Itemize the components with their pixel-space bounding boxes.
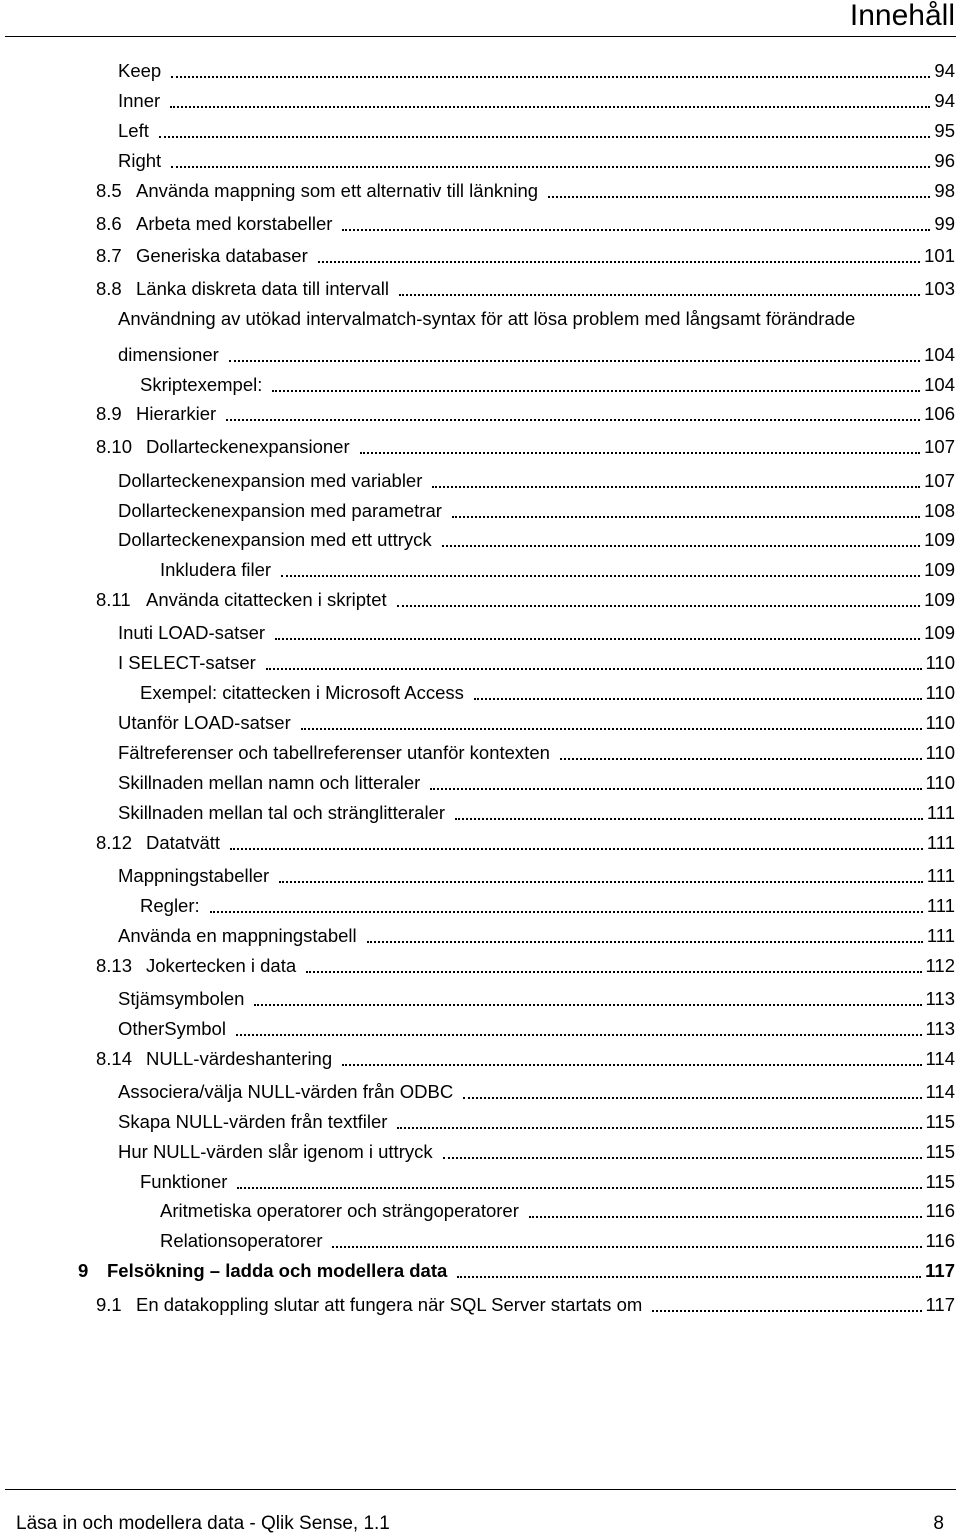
dot-leader xyxy=(360,452,921,454)
dot-leader xyxy=(272,390,920,392)
toc-entry[interactable] xyxy=(96,274,955,300)
dot-leader xyxy=(399,294,920,296)
dot-leader xyxy=(306,971,921,973)
toc-entry-title: En datakoppling slutar att fungera när SQL Server startats om xyxy=(136,1294,643,1315)
toc-entry-number: 8.8 xyxy=(96,278,122,299)
toc-entry[interactable] xyxy=(118,116,955,142)
toc-entry-page: 115 xyxy=(925,1111,955,1132)
toc-entry-page: 111 xyxy=(926,925,955,946)
toc-entry-title: Skriptexempel: xyxy=(140,374,263,395)
toc-entry[interactable] xyxy=(118,525,955,551)
toc-entry-title: Associera/välja NULL-värden från ODBC xyxy=(118,1081,454,1102)
dot-leader xyxy=(560,758,922,760)
toc-entry[interactable] xyxy=(118,1077,955,1103)
toc-entry-title: Aritmetiska operatorer och strängoperatorer xyxy=(160,1200,519,1221)
toc-entry-page: 109 xyxy=(924,589,955,610)
toc-entry-title: Hierarkier xyxy=(136,403,217,424)
toc-entry-page: 114 xyxy=(925,1048,955,1069)
toc-entry-page: 94 xyxy=(934,60,955,81)
toc-entry-page: 106 xyxy=(924,403,955,424)
toc-entry[interactable] xyxy=(118,768,955,794)
dot-leader xyxy=(397,1127,921,1129)
toc-entry-page: 109 xyxy=(924,559,955,580)
dot-leader xyxy=(455,818,923,820)
dot-leader xyxy=(430,788,921,790)
toc-entry-title: dimensioner xyxy=(118,344,219,365)
toc-entry-title: Hur NULL-värden slår igenom i uttryck xyxy=(118,1141,433,1162)
toc-entry[interactable] xyxy=(118,1107,955,1133)
dot-leader xyxy=(159,136,931,138)
header-divider xyxy=(5,36,956,37)
toc-entry[interactable] xyxy=(118,86,955,112)
toc-entry-title: Inuti LOAD-satser xyxy=(118,622,266,643)
dot-leader xyxy=(463,1097,921,1099)
toc-entry-number: 8.5 xyxy=(96,180,122,201)
toc-entry-title: Dollarteckenexpansion med parametrar xyxy=(118,500,442,521)
toc-entry-title: Relationsoperatorer xyxy=(160,1230,323,1251)
toc-entry-page: 111 xyxy=(926,895,955,916)
toc-entry-page: 109 xyxy=(924,529,955,550)
toc-entry[interactable] xyxy=(140,370,955,396)
dot-leader xyxy=(443,1157,922,1159)
dot-leader xyxy=(457,1276,921,1278)
toc-entry-title: Utanför LOAD-satser xyxy=(118,712,291,733)
dot-leader xyxy=(230,848,923,850)
dot-leader xyxy=(171,76,930,78)
toc-entry[interactable] xyxy=(96,828,955,854)
toc-entry-title: Felsökning – ladda och modellera data xyxy=(107,1260,448,1281)
toc-entry-page: 94 xyxy=(934,90,955,111)
toc-entry-number: 8.10 xyxy=(96,436,133,457)
toc-entry-title: Arbeta med korstabeller xyxy=(136,213,333,234)
dot-leader xyxy=(332,1246,921,1248)
dot-leader xyxy=(548,196,930,198)
dot-leader xyxy=(318,261,920,263)
toc-entry-page: 99 xyxy=(934,213,955,234)
toc-entry-page: 101 xyxy=(924,245,955,266)
toc-entry-number: 8.6 xyxy=(96,213,122,234)
toc-entry[interactable] xyxy=(96,1044,955,1070)
toc-entry-page: 115 xyxy=(925,1171,955,1192)
toc-entry-page: 108 xyxy=(924,500,955,521)
toc-entry-title: Regler: xyxy=(140,895,200,916)
toc-entry-title: Länka diskreta data till intervall xyxy=(136,278,389,299)
toc-entry[interactable] xyxy=(118,56,955,82)
dot-leader xyxy=(266,668,922,670)
toc-entry-number: 9.1 xyxy=(96,1294,122,1315)
toc-entry[interactable] xyxy=(118,921,955,947)
dot-leader xyxy=(452,516,920,518)
toc-entry-page: 107 xyxy=(924,436,955,457)
toc-entry-page: 116 xyxy=(925,1200,955,1221)
toc-entry-page: 110 xyxy=(925,652,955,673)
toc-entry-page: 117 xyxy=(925,1260,955,1281)
toc-entry-continuation: Användning av utökad intervalmatch-syntax för att lösa problem med långsamt förändrade xyxy=(118,308,856,329)
dot-leader xyxy=(652,1310,921,1312)
dot-leader xyxy=(432,486,920,488)
dot-leader xyxy=(254,1004,921,1006)
toc-entry-title: Jokertecken i data xyxy=(146,955,297,976)
toc-entry-page: 110 xyxy=(925,772,955,793)
toc-entry[interactable] xyxy=(96,951,955,977)
dot-leader xyxy=(281,575,920,577)
toc-entry-title: Funktioner xyxy=(140,1171,228,1192)
toc-entry-title: Exempel: citattecken i Microsoft Access xyxy=(140,682,464,703)
toc-entry-page: 111 xyxy=(926,832,955,853)
toc-entry[interactable] xyxy=(140,1167,955,1193)
toc-entry-title: Skapa NULL-värden från textfiler xyxy=(118,1111,388,1132)
toc-entry-page: 113 xyxy=(925,1018,955,1039)
dot-leader xyxy=(226,419,920,421)
toc-entry-number: 8.9 xyxy=(96,403,122,424)
footer-page-number: 8 xyxy=(933,1513,944,1534)
toc-entry-title: Dollarteckenexpansion med variabler xyxy=(118,470,423,491)
dot-leader xyxy=(474,698,922,700)
toc-entry[interactable] xyxy=(118,340,955,366)
dot-leader xyxy=(529,1216,922,1218)
footer-divider xyxy=(5,1489,956,1490)
toc-entry-number: 8.13 xyxy=(96,955,133,976)
toc-entry-page: 110 xyxy=(925,682,955,703)
dot-leader xyxy=(210,911,923,913)
toc-entry[interactable] xyxy=(96,585,955,611)
toc-entry-page: 104 xyxy=(924,374,955,395)
toc-entry[interactable] xyxy=(118,496,955,522)
toc-entry-title: Skillnaden mellan tal och stränglitteraler xyxy=(118,802,446,823)
dot-leader xyxy=(279,881,923,883)
toc-entry-title: Använda citattecken i skriptet xyxy=(146,589,387,610)
toc-entry-title: OtherSymbol xyxy=(118,1018,226,1039)
toc-entry-title: Mappningstabeller xyxy=(118,865,270,886)
toc-entry-page: 96 xyxy=(934,150,955,171)
toc-entry[interactable] xyxy=(96,399,955,425)
toc-entry-page: 117 xyxy=(925,1294,955,1315)
dot-leader xyxy=(229,360,920,362)
toc-entry-page: 95 xyxy=(934,120,955,141)
toc-entry[interactable] xyxy=(96,176,955,202)
toc-entry[interactable] xyxy=(118,861,955,887)
dot-leader xyxy=(301,728,922,730)
dot-leader xyxy=(170,106,930,108)
toc-entry-title: Dollarteckenexpansioner xyxy=(146,436,350,457)
toc-entry[interactable] xyxy=(118,146,955,172)
toc-entry-page: 110 xyxy=(925,742,955,763)
dot-leader xyxy=(237,1187,921,1189)
dot-leader xyxy=(275,638,920,640)
toc-entry[interactable] xyxy=(96,209,955,235)
toc-entry-title: Inner xyxy=(118,90,161,111)
toc-entry-page: 114 xyxy=(925,1081,955,1102)
toc-entry-page: 112 xyxy=(925,955,955,976)
toc-entry[interactable] xyxy=(118,738,955,764)
toc-entry-title: I SELECT-satser xyxy=(118,652,256,673)
toc-entry-number: 8.7 xyxy=(96,245,122,266)
toc-entry-title: Skillnaden mellan namn och litteraler xyxy=(118,772,421,793)
toc-entry-page: 111 xyxy=(926,802,955,823)
toc-entry-number: 8.14 xyxy=(96,1048,133,1069)
toc-entry[interactable] xyxy=(118,618,955,644)
toc-entry[interactable] xyxy=(140,678,955,704)
toc-entry[interactable] xyxy=(118,798,955,824)
dot-leader xyxy=(236,1034,922,1036)
toc-entry[interactable] xyxy=(140,891,955,917)
toc-entry-page: 109 xyxy=(924,622,955,643)
dot-leader xyxy=(342,1064,921,1066)
dot-leader xyxy=(367,941,923,943)
footer-document-title: Läsa in och modellera data - Qlik Sense, 1.1 xyxy=(16,1513,390,1534)
toc-entry-page: 115 xyxy=(925,1141,955,1162)
toc-entry-title: Inkludera filer xyxy=(160,559,272,580)
dot-leader xyxy=(397,605,920,607)
toc-entry[interactable] xyxy=(118,466,955,492)
toc-entry[interactable] xyxy=(118,1014,955,1040)
toc-entry-number: 8.11 xyxy=(96,589,131,610)
toc-entry-page: 107 xyxy=(924,470,955,491)
toc-entry[interactable] xyxy=(96,1290,955,1316)
toc-entry-page: 104 xyxy=(924,344,955,365)
toc-entry[interactable] xyxy=(96,241,955,267)
toc-entry-number: 9 xyxy=(78,1260,89,1281)
toc-entry-number: 8.12 xyxy=(96,832,133,853)
toc-entry-title: Datatvätt xyxy=(146,832,221,853)
toc-entry-page: 113 xyxy=(925,988,955,1009)
toc-entry-title: Använda en mappningstabell xyxy=(118,925,357,946)
page-title: Innehåll xyxy=(849,0,955,32)
toc-entry-title: Left xyxy=(118,120,149,141)
toc-entry[interactable] xyxy=(118,1137,955,1163)
toc-entry-title: Right xyxy=(118,150,162,171)
dot-leader xyxy=(342,229,930,231)
toc-entry-title: Fältreferenser och tabellreferenser utanför kontexten xyxy=(118,742,550,763)
toc-entry[interactable] xyxy=(118,708,955,734)
toc-entry-page: 116 xyxy=(925,1230,955,1251)
toc-entry[interactable] xyxy=(160,1226,955,1252)
dot-leader xyxy=(442,545,921,547)
toc-entry-page: 111 xyxy=(926,865,955,886)
toc-entry-title: NULL-värdeshantering xyxy=(146,1048,333,1069)
toc-entry[interactable] xyxy=(78,1256,955,1282)
toc-entry-title: Generiska databaser xyxy=(136,245,308,266)
toc-entry[interactable] xyxy=(118,648,955,674)
toc-entry-title: Använda mappning som ett alternativ till länkning xyxy=(136,180,539,201)
toc-entry-page: 103 xyxy=(924,278,955,299)
toc-entry[interactable] xyxy=(96,432,955,458)
toc-entry-title: Dollarteckenexpansion med ett uttryck xyxy=(118,529,432,550)
toc-entry-page: 110 xyxy=(925,712,955,733)
toc-entry-title: Keep xyxy=(118,60,162,81)
toc-entry-title: Stjämsymbolen xyxy=(118,988,245,1009)
toc-entry[interactable] xyxy=(160,1196,955,1222)
toc-entry[interactable] xyxy=(160,555,955,581)
toc-entry[interactable] xyxy=(118,984,955,1010)
dot-leader xyxy=(171,166,930,168)
toc-entry-page: 98 xyxy=(934,180,955,201)
